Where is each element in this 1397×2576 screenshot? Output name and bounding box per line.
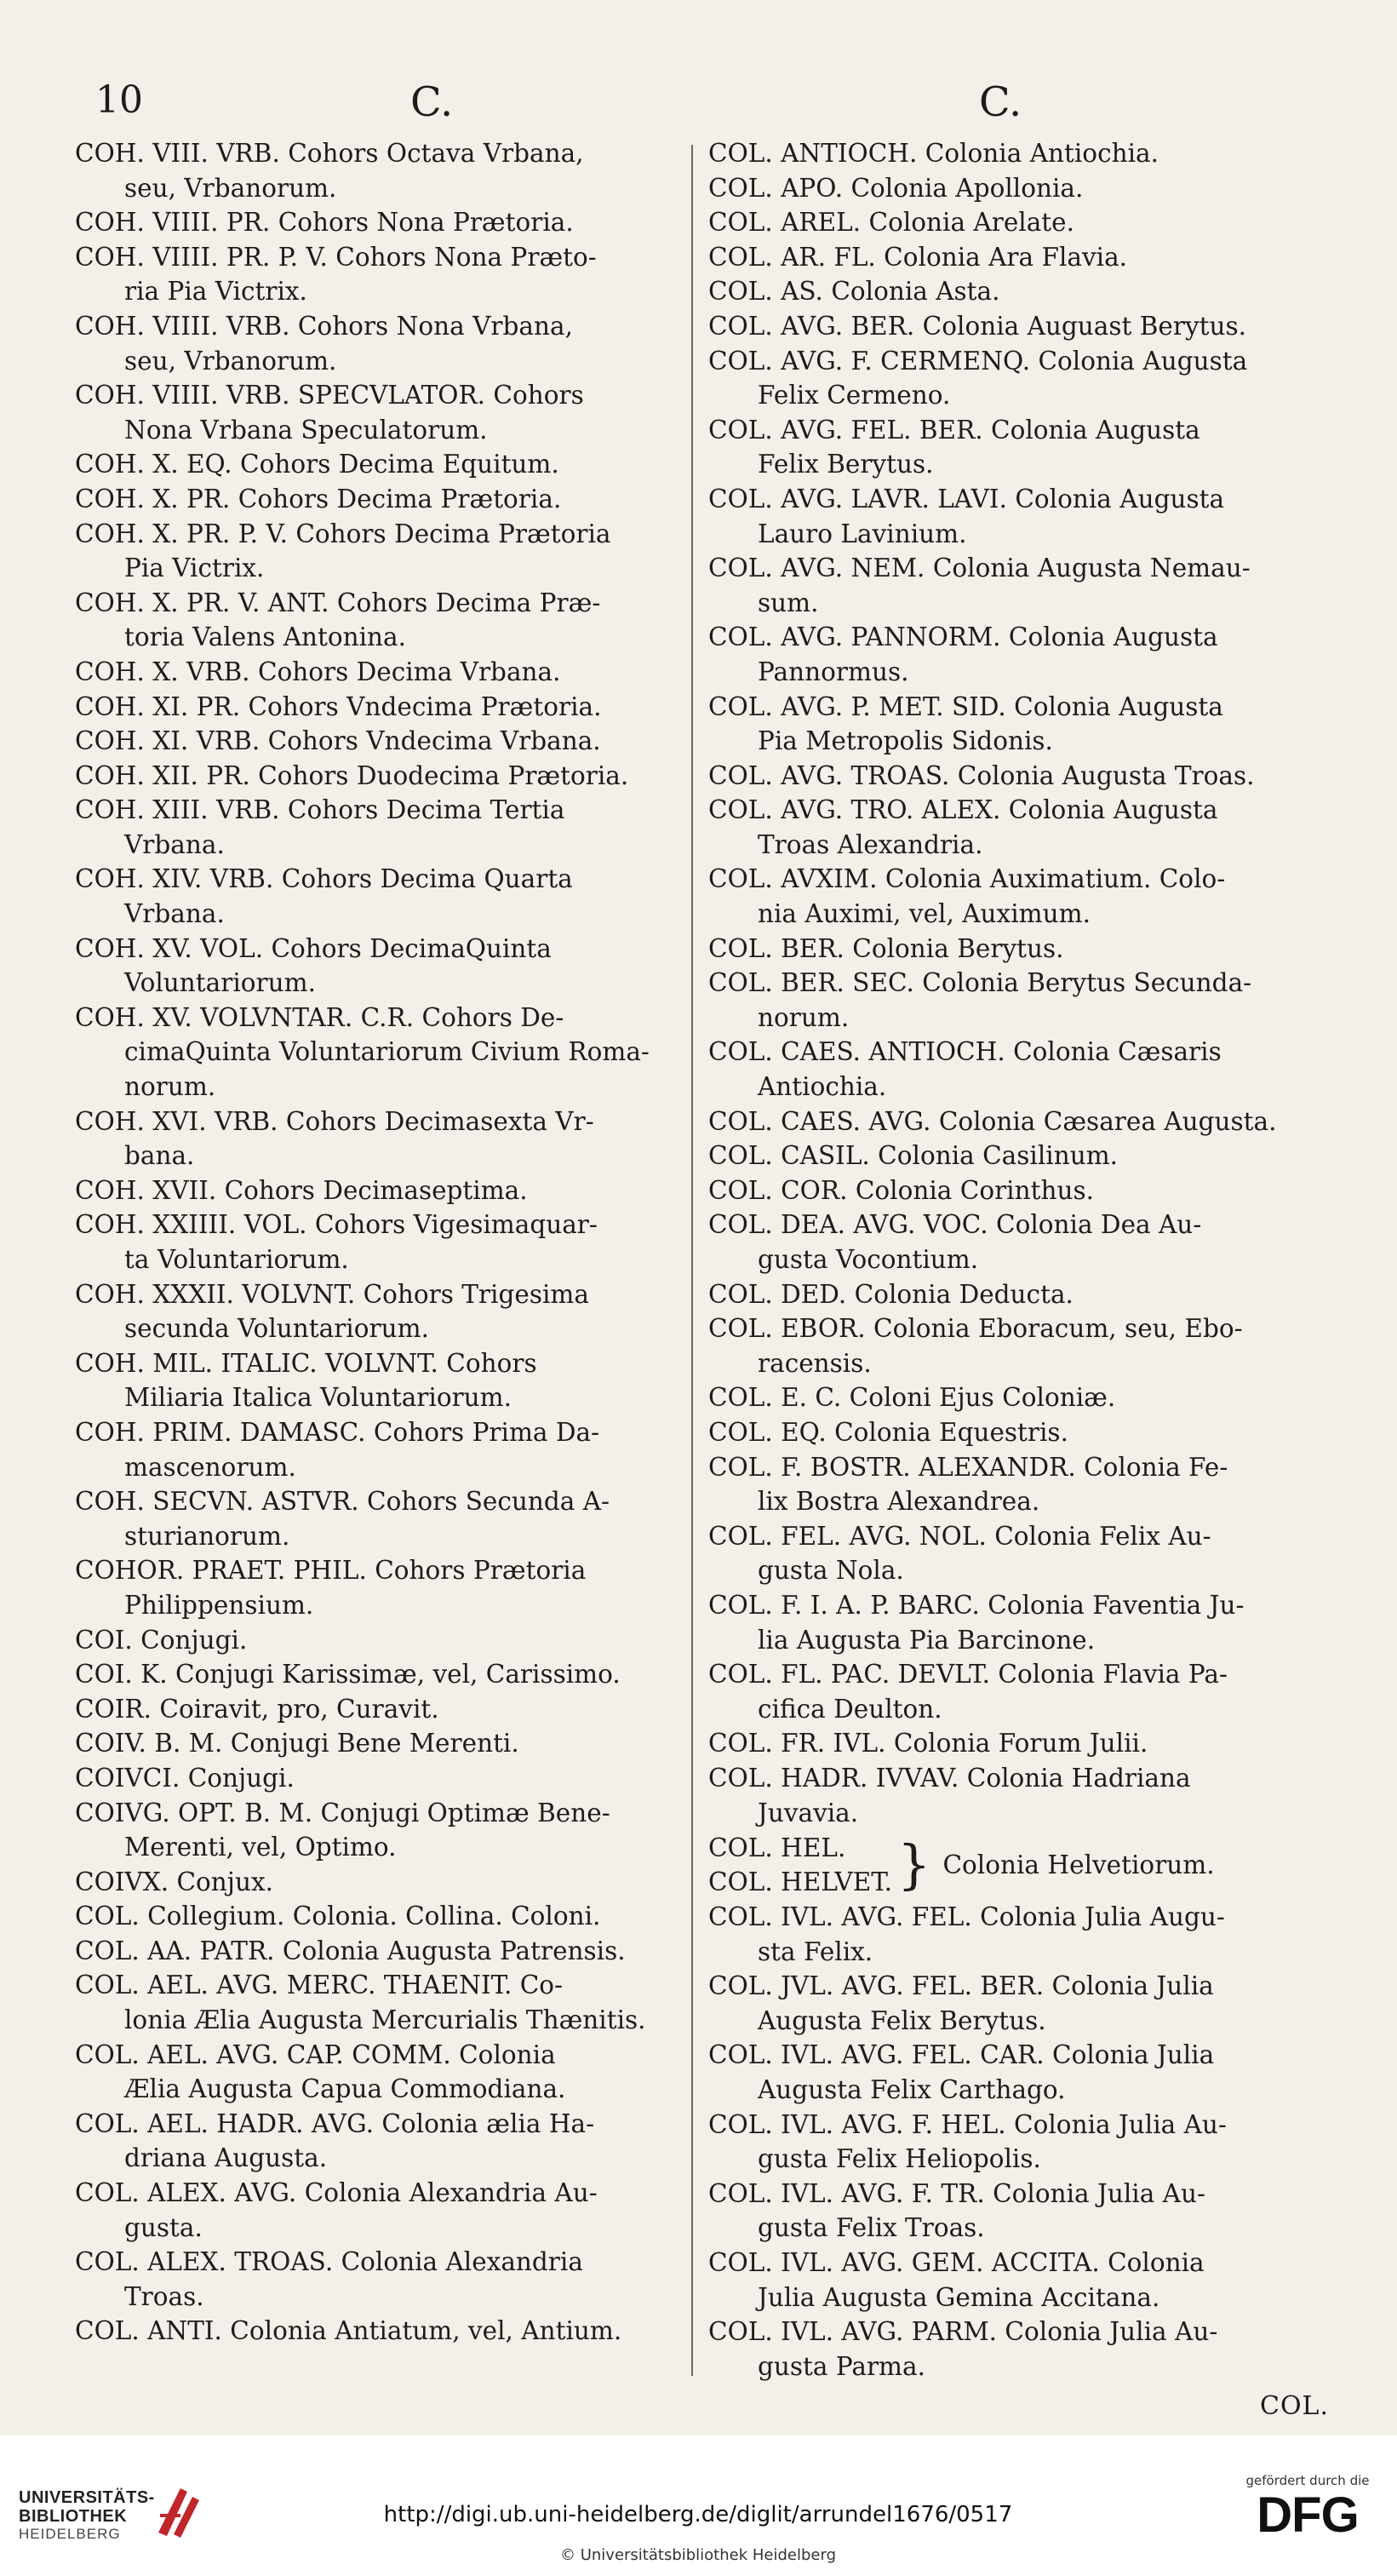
entry-line: COL. FEL. AVG. NOL. Colonia Felix Au- bbox=[708, 1521, 1211, 1551]
running-letter-right: C. bbox=[979, 78, 1022, 126]
dictionary-entry bbox=[708, 551, 1328, 620]
dictionary-entry bbox=[75, 862, 681, 931]
entry-line: COL. BER. SEC. Colonia Berytus Secunda- bbox=[708, 968, 1252, 998]
dictionary-entry bbox=[708, 2315, 1328, 2384]
dictionary-entry bbox=[75, 1415, 681, 1484]
dictionary-entry bbox=[75, 482, 681, 517]
entry-line: COH. XV. VOL. Cohors DecimaQuinta bbox=[75, 933, 552, 963]
entry-continuation: ria Pia Victrix. bbox=[124, 277, 307, 307]
dictionary-entry bbox=[708, 1415, 1328, 1450]
entry-line: COL. ANTIOCH. Colonia Antiochia. bbox=[708, 139, 1159, 168]
entry-line: COL. AS. Colonia Asta. bbox=[708, 277, 1000, 307]
entry-gloss: Colonia Helvetiorum. bbox=[942, 1850, 1215, 1879]
dictionary-entry bbox=[75, 1761, 681, 1796]
dictionary-entry bbox=[708, 1726, 1328, 1761]
entry-line: COL. EBOR. Colonia Eboracum, seu, Ebo- bbox=[708, 1314, 1243, 1344]
entry-continuation: sta Felix. bbox=[758, 1936, 873, 1966]
entry-line: COL. AVG. NEM. Colonia Augusta Nemau- bbox=[708, 554, 1251, 583]
dictionary-entry bbox=[75, 586, 681, 655]
dictionary-entry bbox=[75, 378, 681, 447]
dictionary-entry bbox=[75, 1934, 681, 1969]
entry-line: COL. IVL. AVG. GEM. ACCITA. Colonia bbox=[708, 2248, 1205, 2278]
dictionary-entry bbox=[708, 1588, 1328, 1657]
entry-line: COL. CAES. AVG. Colonia Cæsarea Augusta. bbox=[708, 1106, 1277, 1136]
entry-continuation: lix Bostra Alexandrea. bbox=[758, 1487, 1040, 1517]
dictionary-entry bbox=[75, 759, 681, 794]
dictionary-entry bbox=[75, 240, 681, 309]
dfg-logo[interactable] bbox=[1244, 2473, 1371, 2543]
entry-continuation: Pannormus. bbox=[758, 657, 909, 686]
entry-line: COL. DEA. AVG. VOC. Colonia Dea Au- bbox=[708, 1210, 1202, 1240]
dictionary-entry bbox=[708, 1761, 1328, 1830]
entry-line: COH. VIIII. PR. Cohors Nona Prætoria. bbox=[75, 208, 574, 238]
entry-line: COL. ALEX. TROAS. Colonia Alexandria bbox=[75, 2247, 583, 2277]
curly-brace-icon: } bbox=[897, 1833, 931, 1896]
entry-line: COL. FR. IVL. Colonia Forum Julii. bbox=[708, 1729, 1148, 1758]
entry-line: COH. X. PR. Cohors Decima Prætoria. bbox=[75, 484, 562, 513]
entry-continuation: Philippensium. bbox=[124, 1590, 314, 1620]
dictionary-entry bbox=[75, 205, 681, 240]
entry-line: COL. HELVET. bbox=[708, 1867, 893, 1897]
column-divider bbox=[691, 145, 693, 2376]
dictionary-entry bbox=[708, 136, 1328, 171]
entry-continuation: Merenti, vel, Optimo. bbox=[124, 1833, 397, 1862]
entry-continuation: toria Valens Antonina. bbox=[124, 622, 407, 652]
entry-continuation: racensis. bbox=[758, 1348, 872, 1378]
entry-line: COL. IVL. AVG. F. TR. Colonia Julia Au- bbox=[708, 2178, 1205, 2208]
entry-continuation: secunda Voluntariorum. bbox=[124, 1314, 429, 1344]
dictionary-entry bbox=[708, 205, 1328, 240]
dictionary-entry bbox=[708, 274, 1328, 309]
entry-line: COL. F. BOSTR. ALEXANDR. Colonia Fe- bbox=[708, 1452, 1228, 1482]
entry-continuation: cimaQuinta Voluntariorum Civium Roma- bbox=[124, 1037, 650, 1067]
dictionary-entry bbox=[708, 690, 1328, 759]
dictionary-entry bbox=[708, 309, 1328, 344]
entry-continuation: gusta Felix Heliopolis. bbox=[758, 2144, 1041, 2174]
dictionary-entry bbox=[708, 171, 1328, 206]
dictionary-entry bbox=[708, 1519, 1328, 1588]
dictionary-entry bbox=[708, 1208, 1328, 1277]
entry-continuation: Ælia Augusta Capua Commodiana. bbox=[124, 2074, 566, 2104]
entry-line: COL. AEL. AVG. MERC. THAENIT. Co- bbox=[75, 1971, 564, 2000]
entry-line: COH. XXXII. VOLVNT. Cohors Trigesima bbox=[75, 1279, 589, 1309]
entry-line: COIVG. OPT. B. M. Conjugi Optimæ Bene- bbox=[75, 1798, 610, 1827]
dictionary-entry bbox=[75, 2245, 681, 2314]
running-head bbox=[0, 78, 1397, 129]
dictionary-entry bbox=[75, 1208, 681, 1277]
entry-continuation: norum. bbox=[124, 1072, 216, 1102]
dictionary-entry bbox=[75, 1623, 681, 1658]
entry-continuation: sturianorum. bbox=[124, 1521, 290, 1551]
dictionary-entry bbox=[708, 966, 1328, 1035]
entry-continuation: Nona Vrbana Speculatorum. bbox=[124, 415, 488, 445]
dictionary-entry bbox=[75, 1484, 681, 1553]
entry-line: COL. HEL. bbox=[708, 1833, 846, 1862]
copyright-notice: © Universitätsbibliothek Heidelberg bbox=[559, 2546, 836, 2564]
entry-line: COL. COR. Colonia Corinthus. bbox=[708, 1175, 1094, 1205]
dictionary-entry bbox=[75, 2038, 681, 2107]
entry-continuation: gusta Parma. bbox=[758, 2351, 925, 2381]
dfg-wordmark: DFG bbox=[1257, 2487, 1359, 2543]
dictionary-entry bbox=[75, 1899, 681, 1934]
dfg-caption: gefördert durch die bbox=[1245, 2473, 1370, 2488]
entry-line: COL. AR. FL. Colonia Ara Flavia. bbox=[708, 242, 1128, 272]
entry-line: COIVCI. Conjugi. bbox=[75, 1763, 295, 1793]
dictionary-entry bbox=[75, 655, 681, 690]
entry-line: COH. VIIII. VRB. Cohors Nona Vrbana, bbox=[75, 311, 573, 341]
entry-continuation: Lauro Lavinium. bbox=[758, 519, 967, 548]
entry-continuation: Augusta Felix Berytus. bbox=[758, 2005, 1046, 2035]
library-name-line2: BIBLIOTHEK bbox=[19, 2507, 128, 2526]
entry-line: COH. X. VRB. Cohors Decima Vrbana. bbox=[75, 657, 561, 686]
entry-line: COL. EQ. Colonia Equestris. bbox=[708, 1417, 1068, 1447]
entry-line: COL. DED. Colonia Deducta. bbox=[708, 1279, 1074, 1309]
entry-continuation: gusta Vocontium. bbox=[758, 1245, 979, 1274]
entry-line: COH. X. PR. P. V. Cohors Decima Prætoria bbox=[75, 519, 611, 548]
entry-line: COH. XI. VRB. Cohors Vndecima Vrbana. bbox=[75, 726, 601, 756]
entry-line: COL. ALEX. AVG. Colonia Alexandria Au- bbox=[75, 2178, 598, 2208]
entry-line: COH. X. PR. V. ANT. Cohors Decima Præ- bbox=[75, 588, 601, 617]
entry-line: COL. F. I. A. P. BARC. Colonia Faventia Ju- bbox=[708, 1590, 1245, 1620]
entry-continuation: seu, Vrbanorum. bbox=[124, 173, 337, 203]
entry-line: COL. AVG. BER. Colonia Auguast Berytus. bbox=[708, 311, 1247, 341]
library-emblem-icon bbox=[155, 2481, 204, 2544]
library-name-line3: HEIDELBERG bbox=[19, 2526, 121, 2542]
permalink-url[interactable]: http://digi.ub.uni-heidelberg.de/diglit/arrundel1676/0517 bbox=[383, 2502, 1013, 2527]
entry-continuation: ta Voluntariorum. bbox=[124, 1245, 349, 1274]
dictionary-entry bbox=[708, 1969, 1328, 2038]
dictionary-entry bbox=[708, 1311, 1328, 1380]
entry-continuation: Miliaria Italica Voluntariorum. bbox=[124, 1383, 512, 1413]
dictionary-entry bbox=[708, 1450, 1328, 1519]
dictionary-entry bbox=[75, 1553, 681, 1622]
entry-continuation: Voluntariorum. bbox=[124, 968, 316, 998]
entry-line: COL. IVL. AVG. PARM. Colonia Julia Au- bbox=[708, 2317, 1218, 2347]
entry-continuation: Antiochia. bbox=[758, 1072, 887, 1102]
entry-continuation: norum. bbox=[758, 1002, 850, 1032]
entry-line: COL. JVL. AVG. FEL. BER. Colonia Julia bbox=[708, 1971, 1214, 2001]
dictionary-entry bbox=[708, 1657, 1328, 1726]
entry-continuation: Juvavia. bbox=[758, 1798, 859, 1827]
entry-continuation: Troas Alexandria. bbox=[758, 829, 983, 859]
entry-continuation: cifica Deulton. bbox=[758, 1694, 942, 1724]
entry-line: COL. AEL. HADR. AVG. Colonia ælia Ha- bbox=[75, 2108, 595, 2138]
dictionary-entry bbox=[708, 1139, 1328, 1173]
dictionary-entry bbox=[75, 1865, 681, 1900]
entry-continuation: gusta Nola. bbox=[758, 1556, 904, 1586]
entry-line: COHOR. PRAET. PHIL. Cohors Prætoria bbox=[75, 1556, 587, 1586]
entry-line: COI. Conjugi. bbox=[75, 1625, 248, 1655]
entry-line: COL. AVG. TROAS. Colonia Augusta Troas. bbox=[708, 760, 1255, 790]
entry-line: COH. PRIM. DAMASC. Cohors Prima Da- bbox=[75, 1417, 600, 1447]
entry-line: COH. X. EQ. Cohors Decima Equitum. bbox=[75, 450, 559, 479]
dictionary-entry bbox=[708, 793, 1328, 862]
dictionary-entry bbox=[708, 2246, 1328, 2315]
entry-continuation: mascenorum. bbox=[124, 1452, 296, 1482]
dictionary-entry bbox=[708, 2108, 1328, 2177]
right-column bbox=[708, 136, 1328, 2384]
entry-line: COL. AVG. PANNORM. Colonia Augusta bbox=[708, 622, 1218, 652]
dictionary-entry bbox=[708, 2038, 1328, 2107]
dictionary-entry bbox=[75, 932, 681, 1001]
dictionary-entry bbox=[75, 1692, 681, 1727]
entry-continuation: Vrbana. bbox=[124, 899, 225, 929]
entry-continuation: Felix Cermeno. bbox=[758, 381, 951, 410]
dictionary-entry bbox=[708, 344, 1328, 413]
dictionary-entry bbox=[75, 1173, 681, 1208]
entry-line: COH. XV. VOLVNTAR. C.R. Cohors De- bbox=[75, 1002, 564, 1032]
dictionary-entry bbox=[75, 724, 681, 759]
entry-line: COL. BER. Colonia Berytus. bbox=[708, 933, 1064, 963]
entry-line: COL. ANTI. Colonia Antiatum, vel, Antium. bbox=[75, 2316, 622, 2346]
dictionary-entry bbox=[75, 690, 681, 725]
entry-line: COL. AREL. Colonia Arelate. bbox=[708, 208, 1074, 238]
dictionary-entry bbox=[708, 862, 1328, 931]
entry-continuation: bana. bbox=[124, 1141, 195, 1171]
entry-line: COH. XVII. Cohors Decimaseptima. bbox=[75, 1175, 528, 1205]
entry-line: COL. AVG. LAVR. LAVI. Colonia Augusta bbox=[708, 484, 1225, 513]
entry-line: COL. Collegium. Colonia. Collina. Coloni. bbox=[75, 1902, 601, 1931]
entry-line: COH. VIIII. VRB. SPECVLATOR. Cohors bbox=[75, 381, 584, 410]
footer-bar bbox=[0, 2435, 1397, 2576]
entry-continuation: Felix Berytus. bbox=[758, 450, 934, 479]
library-name-line1: UNIVERSITÄTS- bbox=[19, 2488, 155, 2507]
entry-line: COL. IVL. AVG. F. HEL. Colonia Julia Au- bbox=[708, 2109, 1227, 2139]
entry-continuation: gusta Felix Troas. bbox=[758, 2213, 985, 2243]
dictionary-entry bbox=[75, 136, 681, 205]
dictionary-entry bbox=[708, 240, 1328, 275]
entry-line: COL. CAES. ANTIOCH. Colonia Cæsaris bbox=[708, 1037, 1222, 1067]
catchword: COL. bbox=[1259, 2391, 1329, 2421]
dictionary-entry bbox=[75, 309, 681, 378]
entry-continuation: Julia Augusta Gemina Accitana. bbox=[758, 2282, 1160, 2312]
entry-line: COH. XIII. VRB. Cohors Decima Tertia bbox=[75, 795, 565, 825]
dictionary-entry bbox=[75, 793, 681, 862]
entry-line: COH. XIV. VRB. Cohors Decima Quarta bbox=[75, 864, 573, 894]
brace-headwords bbox=[708, 1831, 892, 1900]
dictionary-entry bbox=[708, 1104, 1328, 1139]
dictionary-entry bbox=[75, 1726, 681, 1761]
library-logo[interactable] bbox=[19, 2488, 232, 2565]
entry-line: COL. APO. Colonia Apollonia. bbox=[708, 173, 1084, 203]
dictionary-entry bbox=[75, 1796, 681, 1865]
entry-line: COL. HADR. IVVAV. Colonia Hadriana bbox=[708, 1763, 1191, 1793]
dictionary-entry bbox=[708, 482, 1328, 551]
entry-line: COL. CASIL. Colonia Casilinum. bbox=[708, 1141, 1119, 1171]
entry-line: COL. AEL. AVG. CAP. COMM. Colonia bbox=[75, 2040, 556, 2069]
dictionary-entry bbox=[75, 1346, 681, 1415]
dictionary-entry bbox=[75, 1657, 681, 1692]
entry-line: COH. XVI. VRB. Cohors Decimasexta Vr- bbox=[75, 1106, 594, 1136]
entry-line: COIVX. Conjux. bbox=[75, 1867, 273, 1896]
dictionary-entry bbox=[708, 1830, 1328, 1900]
running-letter-left: C. bbox=[410, 78, 454, 126]
page-number: 10 bbox=[95, 78, 143, 122]
dictionary-entry bbox=[708, 1173, 1328, 1208]
dictionary-entry bbox=[75, 2314, 681, 2349]
entry-line: COH. XII. PR. Cohors Duodecima Prætoria. bbox=[75, 760, 629, 790]
entry-continuation: seu, Vrbanorum. bbox=[124, 346, 337, 376]
entry-continuation: Pia Metropolis Sidonis. bbox=[758, 726, 1053, 756]
entry-line: COH. XI. PR. Cohors Vndecima Prætoria. bbox=[75, 691, 602, 721]
entry-line: COH. VIIII. PR. P. V. Cohors Nona Præto- bbox=[75, 242, 597, 272]
dictionary-entry bbox=[708, 1035, 1328, 1104]
dictionary-entry bbox=[75, 447, 681, 482]
entry-line: COL. AVXIM. Colonia Auximatium. Colo- bbox=[708, 864, 1226, 894]
entry-continuation: Vrbana. bbox=[124, 829, 225, 859]
entry-line: COL. IVL. AVG. FEL. Colonia Julia Augu- bbox=[708, 1902, 1225, 1932]
entry-line: COH. VIII. VRB. Cohors Octava Vrbana, bbox=[75, 139, 584, 168]
dictionary-entry bbox=[75, 1104, 681, 1173]
entry-line: COH. XXIIII. VOL. Cohors Vigesimaquar- bbox=[75, 1210, 598, 1240]
entry-line: COL. AVG. TRO. ALEX. Colonia Augusta bbox=[708, 795, 1218, 825]
entry-continuation: driana Augusta. bbox=[124, 2143, 328, 2173]
dictionary-entry bbox=[708, 413, 1328, 482]
entry-line: COL. E. C. Coloni Ejus Coloniæ. bbox=[708, 1383, 1116, 1413]
entry-line: COL. IVL. AVG. FEL. CAR. Colonia Julia bbox=[708, 2040, 1215, 2070]
entry-line: COL. AA. PATR. Colonia Augusta Patrensis. bbox=[75, 1936, 626, 1965]
dictionary-entry bbox=[708, 932, 1328, 967]
dictionary-entry bbox=[75, 1277, 681, 1346]
entry-line: COL. AVG. F. CERMENQ. Colonia Augusta bbox=[708, 346, 1248, 376]
dictionary-entry bbox=[708, 2177, 1328, 2246]
left-column bbox=[75, 136, 681, 2349]
dictionary-entry bbox=[708, 1277, 1328, 1312]
dictionary-entry bbox=[708, 620, 1328, 689]
entry-continuation: Pia Victrix. bbox=[124, 554, 265, 583]
entry-line: COIV. B. M. Conjugi Bene Merenti. bbox=[75, 1729, 519, 1758]
dictionary-entry bbox=[708, 1900, 1328, 1969]
dictionary-entry bbox=[75, 517, 681, 586]
entry-continuation: lonia Ælia Augusta Mercurialis Thænitis. bbox=[124, 2005, 646, 2035]
entry-line: COI. K. Conjugi Karissimæ, vel, Carissimo. bbox=[75, 1660, 621, 1690]
entry-continuation: Augusta Felix Carthago. bbox=[758, 2075, 1066, 2105]
entry-continuation: gusta. bbox=[124, 2212, 203, 2242]
dictionary-entry bbox=[75, 2107, 681, 2176]
entry-line: COIR. Coiravit, pro, Curavit. bbox=[75, 1694, 439, 1724]
entry-continuation: sum. bbox=[758, 588, 819, 617]
entry-continuation: lia Augusta Pia Barcinone. bbox=[758, 1625, 1096, 1655]
dictionary-entry bbox=[708, 759, 1328, 794]
entry-line: COL. AVG. FEL. BER. Colonia Augusta bbox=[708, 415, 1200, 445]
entry-continuation: Troas. bbox=[124, 2281, 204, 2311]
entry-continuation: nia Auximi, vel, Auximum. bbox=[758, 899, 1091, 929]
dictionary-entry bbox=[75, 2176, 681, 2245]
entry-line: COL. FL. PAC. DEVLT. Colonia Flavia Pa- bbox=[708, 1660, 1228, 1690]
dictionary-entry bbox=[708, 1380, 1328, 1415]
entry-line: COL. AVG. P. MET. SID. Colonia Augusta bbox=[708, 691, 1223, 721]
dictionary-entry bbox=[75, 1001, 681, 1104]
dictionary-entry bbox=[75, 1968, 681, 2037]
entry-line: COH. SECVN. ASTVR. Cohors Secunda A- bbox=[75, 1487, 610, 1517]
entry-line: COH. MIL. ITALIC. VOLVNT. Cohors bbox=[75, 1348, 537, 1378]
